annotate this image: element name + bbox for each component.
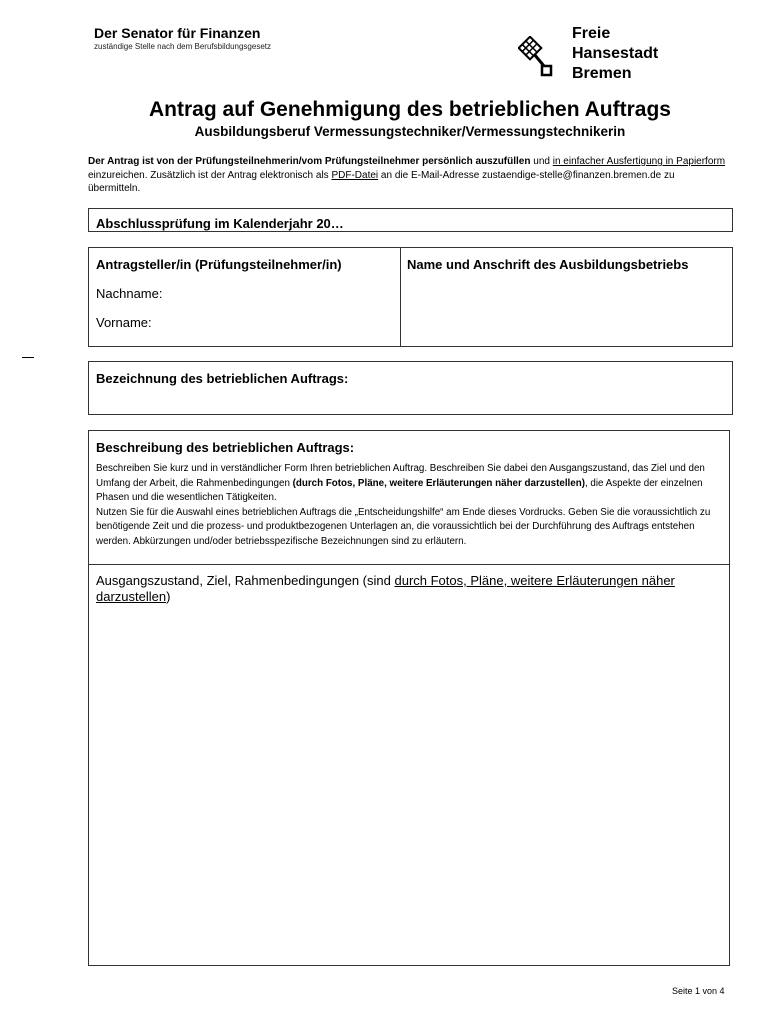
margin-mark — [22, 357, 34, 358]
authority-name: Der Senator für Finanzen — [94, 25, 261, 41]
intro-underline-1: in einfacher Ausfertigung in Papierform — [552, 156, 726, 167]
page-subtitle: Ausbildungsberuf Vermessungstechniker/Vermessungstechnikerin — [194, 124, 626, 139]
exam-year-label: Abschlussprüfung im Kalenderjahr 20… — [96, 216, 344, 231]
applicant-heading: Antragsteller/in (Prüfungsteilnehmer/in) — [96, 257, 342, 272]
designation-heading: Bezeichnung des betrieblichen Auftrags: — [96, 371, 349, 386]
bremen-key-icon — [518, 36, 558, 80]
initial-state-a: Ausgangszustand, Ziel, Rahmenbedingungen (sind — [96, 573, 395, 588]
applicant-box — [88, 247, 733, 347]
intro-text-3: an die E-Mail-Adresse zustaendige-stelle@finanzen.bremen.de zu übermitteln. — [88, 169, 675, 194]
city-name — [572, 24, 658, 84]
page-title: Antrag auf Genehmigung des betrieblichen Auftrags — [149, 98, 671, 121]
company-heading: Name und Anschrift des Ausbildungsbetriebs — [407, 257, 689, 272]
city-line-2: Hansestadt — [572, 45, 659, 62]
lastname-field[interactable]: Nachname: — [96, 286, 163, 301]
initial-state-b: durch Fotos, Pläne, weitere Erläuterungen näher darzustellen — [96, 573, 675, 604]
description-p2: Nutzen Sie für die Auswahl eines betrieblichen Auftrags die „Entscheidungshilfe“ am Ende dieses Vordrucks. Geben Sie die voraussichtlich zu benötigende Zeit und die prozess- und produktbezogenen Unterlagen an, die voraussichtlich bei der Durchführung des Auftrags entstehen werden. Abkürzungen und/oder betriebsspezifische Bezeichnungen sind zu erläutern. — [96, 506, 711, 547]
intro-text — [88, 155, 728, 196]
description-heading: Beschreibung des betrieblichen Auftrags: — [96, 440, 355, 455]
designation-box[interactable] — [88, 361, 733, 415]
description-separator — [89, 564, 729, 565]
description-box — [88, 430, 730, 966]
city-line-1: Freie — [572, 25, 611, 42]
initial-state-field[interactable] — [96, 573, 716, 605]
city-line-3: Bremen — [572, 65, 632, 82]
description-instructions — [96, 462, 724, 549]
page-number: Seite 1 von 4 — [672, 986, 725, 996]
intro-text-2: einzureichen. Zusätzlich ist der Antrag elektronisch als — [88, 169, 332, 181]
intro-underline-2: PDF-Datei — [331, 169, 379, 181]
description-p1a: Beschreiben Sie kurz und in verständlicher Form Ihren betrieblichen Auftrag. Beschreiben Sie dabei den Ausgangszustand, das Ziel und den Umfang der Arbeit, die Rahmenbedingungen — [96, 463, 705, 489]
exam-year-box[interactable] — [88, 208, 733, 232]
description-p1c: , die Aspekte der einzelnen Phasen und die wesentlichen Tätigkeiten. — [96, 477, 703, 503]
intro-bold: Der Antrag ist von der Prüfungsteilnehmerin/vom Prüfungsteilnehmer persönlich auszufüllen — [88, 156, 531, 167]
description-p1b: (durch Fotos, Pläne, weitere Erläuterungen näher darzustellen) — [292, 477, 585, 489]
firstname-field[interactable]: Vorname: — [96, 315, 152, 330]
authority-subtitle: zuständige Stelle nach dem Berufsbildungsgesetz — [94, 42, 271, 51]
initial-state-c: ) — [166, 589, 171, 604]
applicant-divider — [400, 248, 401, 346]
intro-text-1: und — [530, 156, 553, 167]
